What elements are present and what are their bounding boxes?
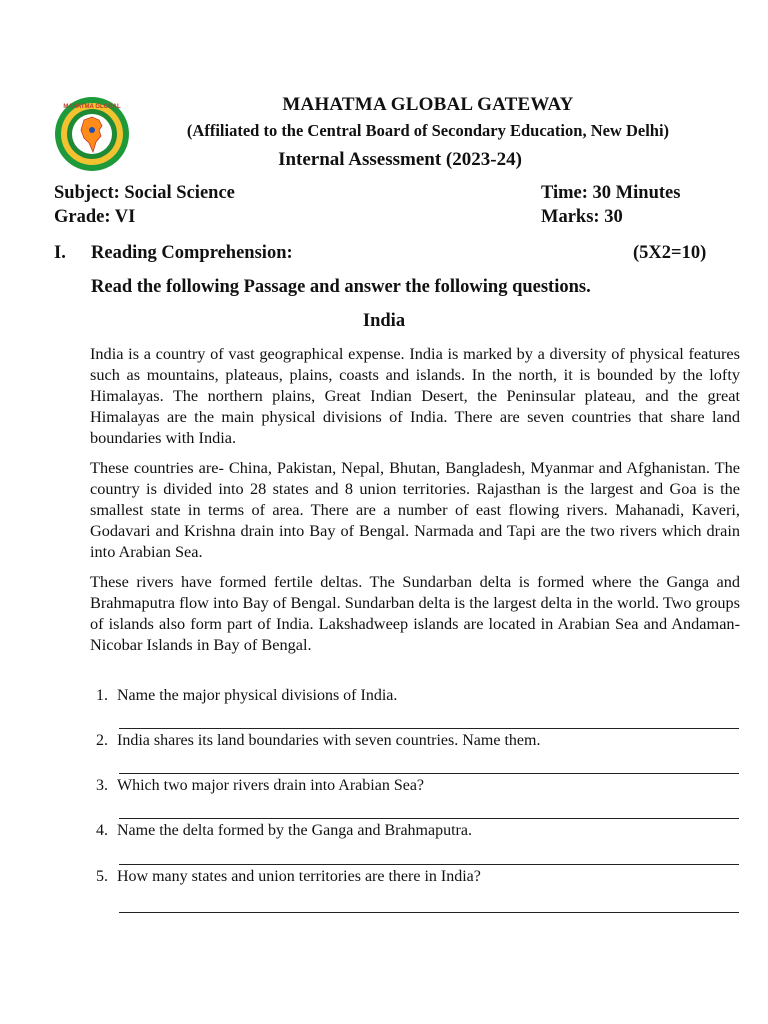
subject-label: Subject: Social Science — [54, 183, 235, 203]
school-name: MAHATMA GLOBAL GATEWAY — [282, 94, 574, 115]
question-text: Name the delta formed by the Ganga and Brahmaputra. — [117, 822, 472, 839]
section-title: Reading Comprehension: — [91, 243, 293, 263]
answer-line[interactable] — [119, 912, 739, 913]
section-marks: (5X2=10) — [633, 243, 707, 263]
marks-label: Marks: 30 — [541, 207, 623, 227]
passage-paragraph: India is a country of vast geographical expense. India is marked by a diversity of physical features such as mountains, plateaus, plains, coasts and islands. In the north, it is bounded by the lofty Himalayas. The northern plains, Great Indian Desert, the Peninsular plateau, and the great Himalayas are the main physical divisions of India. There are seven countries that share land boundaries with India. — [90, 344, 740, 447]
passage-paragraph: These rivers have formed fertile deltas. The Sundarban delta is formed where the Ganga and Brahmaputra flow into Bay of Bengal. Sundarban delta is the largest delta in the world. Two groups of islands also form part of India. Lakshadweep islands are located in Arabian Sea and Andaman-Nicobar Islands in Bay of Bengal. — [90, 572, 740, 654]
svg-text:MAHATMA GLOBAL: MAHATMA GLOBAL — [63, 104, 121, 110]
question-text: India shares its land boundaries with seven countries. Name them. — [117, 732, 541, 749]
question-number: 4. — [96, 822, 108, 839]
answer-line[interactable] — [119, 773, 739, 774]
question-number: 3. — [96, 777, 108, 794]
instruction-text: Read the following Passage and answer the following questions. — [91, 277, 591, 297]
question-number: 2. — [96, 732, 108, 749]
question-text: Name the major physical divisions of India. — [117, 687, 398, 704]
passage-paragraph: These countries are- China, Pakistan, Nepal, Bhutan, Bangladesh, Myanmar and Afghanistan. The country is divided into 28 states and 8 union territories. Rajasthan is the largest and Goa is the smallest state in terms of area. There are a number of east flowing rivers. Mahanadi, Kaveri, Godavari and Krishna drain into Bay of Bengal. Narmada and Tapi are the two rivers which drain into Arabian Sea. — [90, 458, 740, 561]
time-label: Time: 30 Minutes — [541, 183, 681, 203]
question-text: How many states and union territories are there in India? — [117, 868, 481, 885]
answer-line[interactable] — [119, 728, 739, 729]
grade-label: Grade: VI — [54, 207, 136, 227]
affiliation-text: (Affiliated to the Central Board of Secondary Education, New Delhi) — [186, 121, 670, 140]
question-text: Which two major rivers drain into Arabian Sea? — [117, 777, 425, 794]
answer-line[interactable] — [119, 864, 739, 865]
question-number: 1. — [96, 687, 108, 704]
passage-title: India — [362, 311, 406, 331]
assessment-title: Internal Assessment (2023-24) — [278, 149, 522, 170]
question-number: 5. — [96, 868, 108, 885]
section-number: I. — [54, 243, 66, 263]
answer-line[interactable] — [119, 818, 739, 819]
